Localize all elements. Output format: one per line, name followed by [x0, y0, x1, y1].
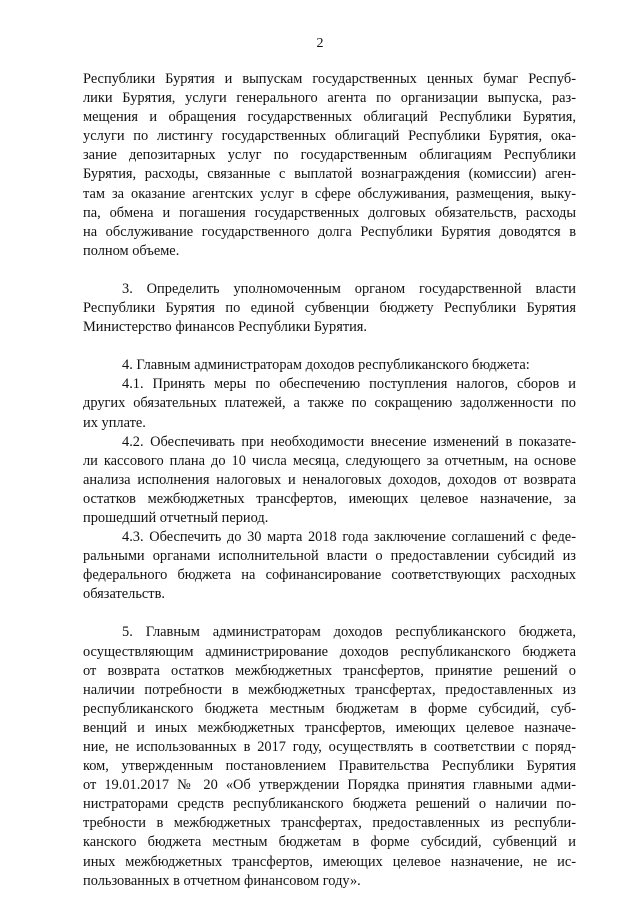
text-line: осуществляющим администрирование доходов республиканского бюджета — [83, 643, 576, 660]
text-line: услуги по листингу государственных облигаций Республики Бурятия, ока- — [83, 128, 576, 145]
text-line: от возврата остатков межбюджетных трансфертов, принятие решений о — [83, 662, 576, 679]
text-line: канского бюджета местным бюджетам в форме субсидий, субвенций и — [83, 834, 576, 851]
page-number: 2 — [316, 36, 324, 51]
clause-4-1 — [83, 375, 576, 432]
text-line: остатков межбюджетных трансфертов, имеющих целевое назначение, за — [83, 490, 576, 507]
text-line: 3. Определить уполномоченным органом государственной власти — [122, 280, 576, 297]
text-line: других обязательных платежей, а также по сокращению задолженности по — [83, 395, 576, 412]
document-body — [83, 70, 576, 891]
text-line: нистраторами средств республиканского бюджета решений о наличии по- — [83, 796, 576, 813]
paragraph-gap — [83, 261, 576, 280]
text-line: от 19.01.2017 № 20 «Об утверждении Порядка принятия главными адми- — [83, 777, 576, 794]
text-line: полном объеме. — [83, 242, 180, 259]
text-line: там за оказание агентских услуг в сфере обслуживания, размещения, выку- — [83, 185, 576, 202]
text-line: зание депозитарных услуг по государственным облигациям Республики — [83, 147, 576, 164]
text-line: мещения и обращения государственных облигаций Республики Бурятия, — [83, 109, 576, 126]
text-line: их уплате. — [83, 414, 146, 431]
text-line: 5. Главным администраторам доходов республиканского бюджета, — [122, 624, 576, 641]
paragraph-gap — [83, 337, 576, 356]
text-line: прошедший отчетный период. — [83, 509, 269, 526]
clause-heading: 4. Главным администраторам доходов республиканского бюджета: — [122, 357, 530, 374]
text-line: 4.3. Обеспечить до 30 марта 2018 года заключение соглашений с феде- — [122, 529, 576, 546]
text-line: республиканского бюджета местным бюджетам в форме субсидий, суб- — [83, 700, 576, 717]
clause-5 — [83, 623, 576, 890]
text-line: пользованных в отчетном финансовом году». — [83, 872, 361, 889]
clause-4-3 — [83, 528, 576, 604]
text-line: 4.2. Обеспечивать при необходимости внесение изменений в показате- — [122, 433, 576, 450]
text-line: 4.1. Принять меры по обеспечению поступления налогов, сборов и — [122, 376, 576, 393]
text-line: лики Бурятия, услуги генерального агента по организации выпуска, раз- — [83, 90, 576, 107]
clause-3 — [83, 280, 576, 337]
paragraph-continuation — [83, 70, 576, 261]
text-line: на обслуживание государственного долга Республики Бурятия доводятся в — [83, 223, 576, 240]
text-line: анализа исполнения налоговых и неналоговых доходов, доходов от возврата — [83, 471, 576, 488]
text-line: федерального бюджета на софинансирование соответствующих расходных — [83, 567, 576, 584]
text-line: наличии потребности в межбюджетных трансфертах, предоставленных из — [83, 681, 576, 698]
text-line: ральными органами исполнительной власти о предоставлении субсидий из — [83, 548, 576, 565]
text-line: обязательств. — [83, 586, 165, 603]
text-line: ли кассового плана до 10 числа месяца, следующего за отчетным, на основе — [83, 452, 576, 469]
text-line: Бурятия, расходы, связанные с выплатой вознаграждения (комиссии) аген- — [83, 166, 576, 183]
text-line: иных межбюджетных трансфертов, имеющих целевое назначение, не ис- — [83, 853, 576, 870]
paragraph-gap — [83, 604, 576, 623]
text-line: Министерство финансов Республики Бурятия. — [83, 319, 368, 336]
text-line: ние, не использованных в 2017 году, осуществлять в соответствии с поряд- — [83, 739, 576, 755]
clause-4-2 — [83, 433, 576, 528]
text-line: Республики Бурятия по единой субвенции бюджету Республики Бурятия — [83, 300, 576, 317]
clause-4 — [83, 356, 576, 604]
text-line: па, обмена и погашения государственных долговых обязательств, расходы — [83, 204, 576, 221]
text-line: ком, утвержденным постановлением Правительства Республики Бурятия — [83, 758, 576, 775]
text-line: Республики Бурятия и выпускам государственных ценных бумаг Респуб- — [83, 71, 576, 87]
text-line: венций и иных межбюджетных трансфертов, имеющих целевое назначе- — [83, 719, 576, 736]
text-line: требности в межбюджетных трансфертах, предоставленных из республи- — [83, 815, 576, 832]
